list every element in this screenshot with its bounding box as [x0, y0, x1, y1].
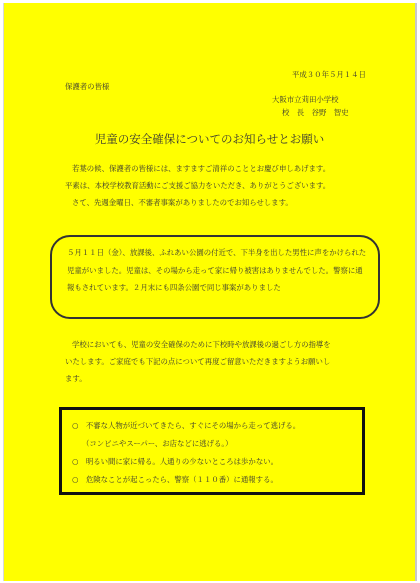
school-name: 大阪市立苅田小学校	[272, 95, 339, 104]
intro-paragraph	[65, 160, 365, 211]
request-line: ます。	[65, 374, 87, 383]
request-paragraph	[65, 336, 365, 387]
incident-notice-text: ５月１１日（金）、放課後、ふれあい公園の付近で、下半身を出した男性に声をかけられた児童がいました。児童は、その場から走って家に帰り被害はありませんでした。警察に通報もされています。２月末にも四条公園で同じ事案がありました	[67, 248, 367, 292]
document-title: 児童の安全確保についてのお知らせとお願い	[94, 132, 325, 146]
date-text: 平成３０年５月１４日	[292, 70, 366, 79]
request-line: いたします。ご家庭でも下記の点について再度ご留意いただきますようお願いし	[65, 357, 331, 366]
safety-tip-note: （コンビニやスーパー、お店などに逃げる。）	[82, 439, 233, 448]
request-line: 学校においても、児童の安全確保のために下校時や放課後の過ごし方の指導を	[72, 340, 331, 349]
intro-line: さて、先週金曜日、不審者事案がありましたのでお知らせします。	[72, 198, 293, 207]
safety-tip: ○ 不審な人物が近づいてきたら、すぐにその場から走って逃げる。	[72, 421, 301, 430]
recipient-text: 保護者の皆様	[65, 82, 110, 91]
incident-notice-box	[50, 235, 380, 319]
document-page	[3, 3, 417, 581]
principal-name: 校 長 谷野 智史	[282, 108, 349, 117]
safety-tip: ○ 明るい間に家に帰る。人通りの少ないところは歩かない。	[72, 457, 278, 466]
safety-tip: ○ 危険なことが起こったら、警察（１１０番）に通報する。	[72, 475, 278, 484]
intro-line: 若葉の候、保護者の皆様には、ますますご清祥のこととお慶び申しあげます。	[72, 164, 331, 173]
intro-line: 平素は、本校学校教育活動にご支援ご協力をいただき、ありがとうございます。	[65, 181, 331, 190]
safety-tips-box	[59, 407, 365, 495]
